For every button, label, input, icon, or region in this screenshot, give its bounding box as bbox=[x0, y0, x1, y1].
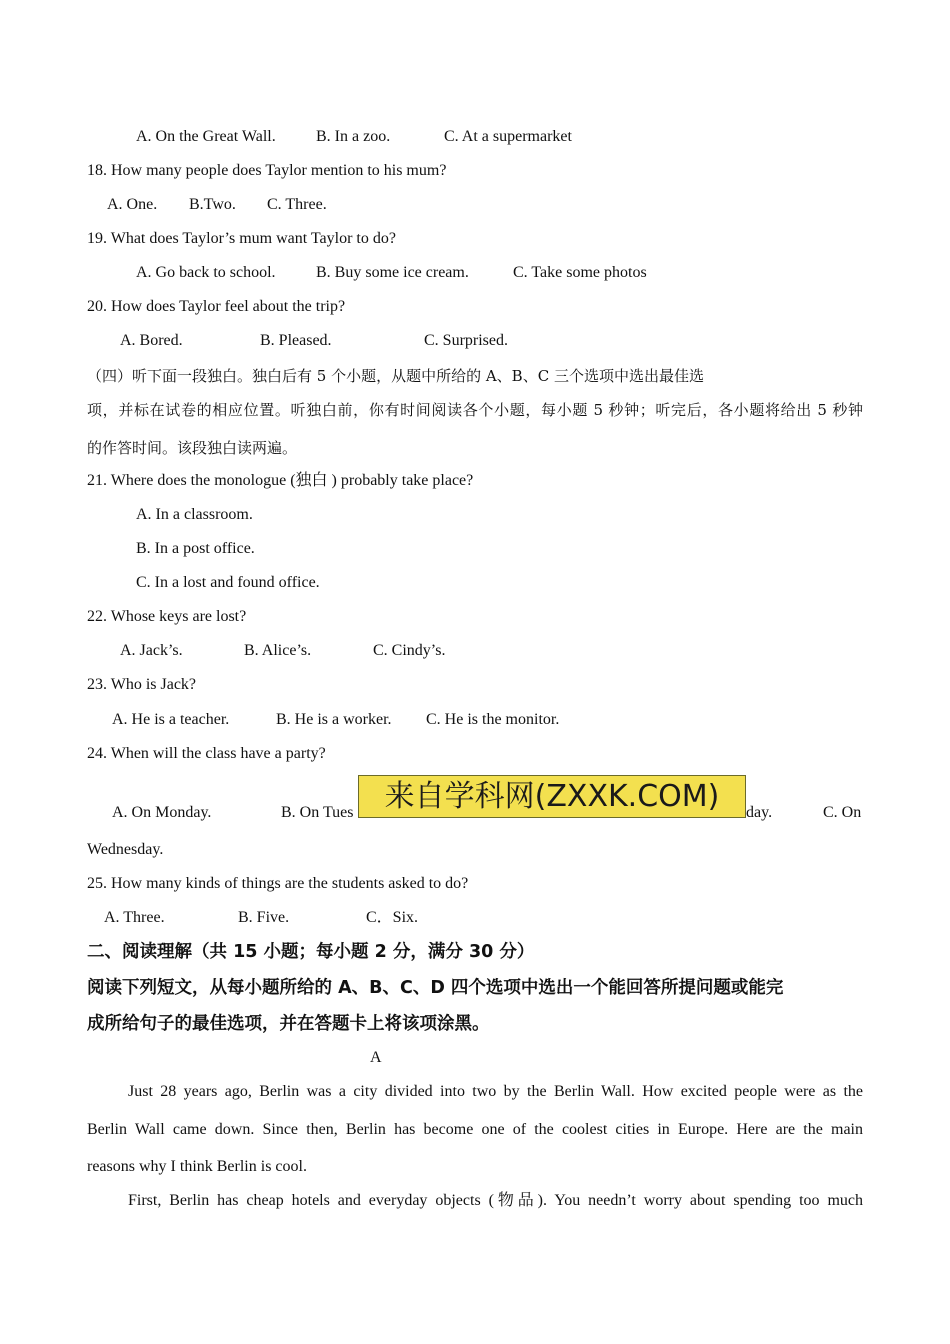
section4-instruction-line1: （四）听下面一段独白。独白后有 5 个小题，从题中所给的 A、B、C 三个选项中选出最佳选 bbox=[87, 367, 704, 385]
q18-option-a: A. One. bbox=[107, 196, 158, 213]
q18-option-b: B.Two. bbox=[189, 196, 236, 213]
passage-p1-line3: reasons why I think Berlin is cool. bbox=[87, 1158, 307, 1175]
q19-option-b: B. Buy some ice cream. bbox=[316, 264, 469, 281]
q25-question: 25. How many kinds of things are the students asked to do? bbox=[87, 875, 469, 892]
part2-heading: 二、阅读理解（共 15 小题；每小题 2 分，满分 30 分） bbox=[87, 942, 535, 962]
q24-option-b-end: day. bbox=[746, 804, 773, 821]
passage-label: A bbox=[370, 1049, 382, 1066]
q22-question: 22. Whose keys are lost? bbox=[87, 608, 247, 625]
q22-option-a: A. Jack’s. bbox=[120, 642, 183, 659]
q22-option-b: B. Alice’s. bbox=[244, 642, 312, 659]
q24-option-c: C. On bbox=[823, 804, 862, 821]
q22-option-c: C. Cindy’s. bbox=[373, 642, 446, 659]
q23-option-a: A. He is a teacher. bbox=[112, 711, 230, 728]
q18-option-c: C. Three. bbox=[267, 196, 327, 213]
section4-instruction-line3: 的作答时间。该段独白读两遍。 bbox=[87, 439, 298, 457]
q23-question: 23. Who is Jack? bbox=[87, 676, 197, 693]
watermark-banner: 来自学科网(ZXXK.COM) bbox=[358, 775, 746, 818]
q24-question: 24. When will the class have a party? bbox=[87, 745, 326, 762]
q25-option-b: B. Five. bbox=[238, 909, 290, 926]
q25-option-a: A. Three. bbox=[104, 909, 165, 926]
q25-option-c: C．Six. bbox=[366, 909, 419, 926]
q18-question: 18. How many people does Taylor mention to his mum? bbox=[87, 162, 447, 179]
q21-question: 21. Where does the monologue (独白 ) probably take place? bbox=[87, 472, 474, 489]
q17-option-c: C. At a supermarket bbox=[444, 128, 572, 145]
q17-option-b: B. In a zoo. bbox=[316, 128, 391, 145]
q24-option-c-continued: Wednesday. bbox=[87, 841, 164, 858]
q21-option-a: A. In a classroom. bbox=[136, 506, 253, 523]
q20-option-c: C. Surprised. bbox=[424, 332, 508, 349]
part2-instruction-line2: 成所给句子的最佳选项，并在答题卡上将该项涂黑。 bbox=[87, 1014, 490, 1034]
q21-option-c: C. In a lost and found office. bbox=[136, 574, 320, 591]
section4-instruction-line2: 项，并标在试卷的相应位置。听独白前，你有时间阅读各个小题，每小题 5 秒钟；听完后，各小题将给出 5 秒钟 bbox=[87, 401, 863, 419]
q24-option-b-start: B. On Tues bbox=[281, 804, 354, 821]
q24-option-a: A. On Monday. bbox=[112, 804, 212, 821]
q23-option-b: B. He is a worker. bbox=[276, 711, 392, 728]
q19-option-c: C. Take some photos bbox=[513, 264, 647, 281]
passage-p2-line1: First, Berlin has cheap hotels and everyday objects (物品). You needn’t worry about spending too much bbox=[128, 1192, 863, 1209]
q23-option-c: C. He is the monitor. bbox=[426, 711, 560, 728]
passage-p1-line1: Just 28 years ago, Berlin was a city divided into two by the Berlin Wall. How excited people were as the bbox=[128, 1083, 863, 1100]
q20-question: 20. How does Taylor feel about the trip? bbox=[87, 298, 346, 315]
passage-p1-line2: Berlin Wall came down. Since then, Berlin has become one of the coolest cities in Europe. Here are the main bbox=[87, 1121, 863, 1138]
q19-question: 19. What does Taylor’s mum want Taylor to do? bbox=[87, 230, 396, 247]
q19-option-a: A. Go back to school. bbox=[136, 264, 276, 281]
q21-option-b: B. In a post office. bbox=[136, 540, 255, 557]
part2-instruction-line1: 阅读下列短文，从每小题所给的 A、B、C、D 四个选项中选出一个能回答所提问题或能完 bbox=[87, 978, 784, 998]
q20-option-b: B. Pleased. bbox=[260, 332, 332, 349]
q17-option-a: A. On the Great Wall. bbox=[136, 128, 276, 145]
q20-option-a: A. Bored. bbox=[120, 332, 183, 349]
